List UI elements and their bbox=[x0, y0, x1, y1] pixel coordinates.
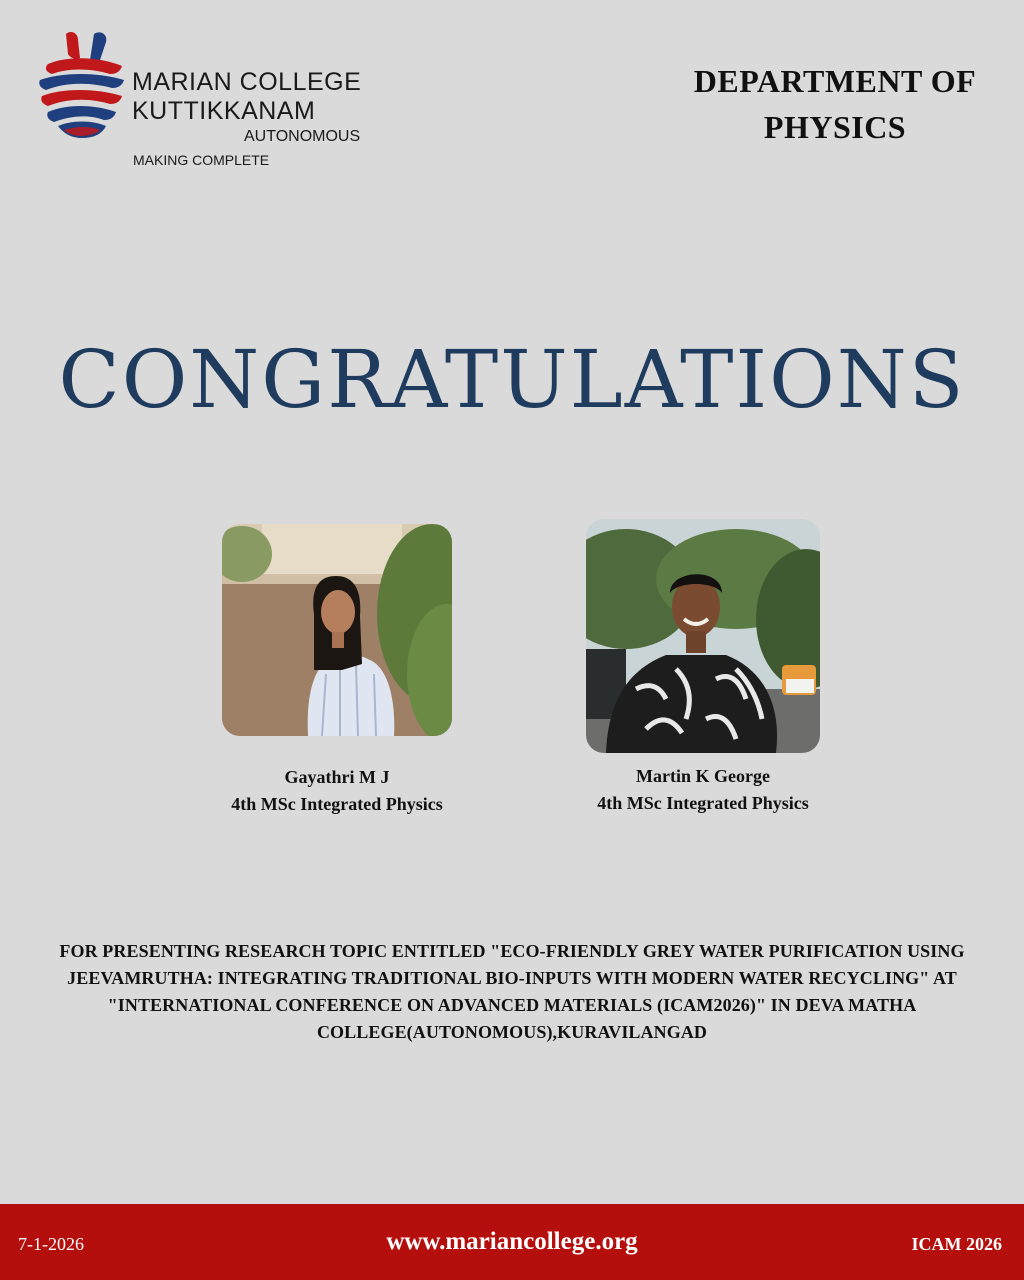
person-card-1 bbox=[222, 524, 452, 814]
logo-college-place: KUTTIKKANAM bbox=[132, 97, 316, 125]
logo-autonomous: AUTONOMOUS bbox=[244, 128, 361, 145]
person-caption-1 bbox=[192, 764, 482, 818]
person-name-1: Gayathri M J bbox=[284, 767, 390, 787]
person-photo-1 bbox=[222, 524, 452, 736]
person-card-2 bbox=[586, 519, 820, 813]
department-heading: DEPARTMENT OF PHYSICS bbox=[693, 63, 977, 145]
congratulations-title: CONGRATULATIONS bbox=[58, 333, 966, 426]
research-topic-text: FOR PRESENTING RESEARCH TOPIC ENTITLED "ECO-FRIENDLY GREY WATER PURIFICATION USING JEEVAMRUTHA: INTEGRATING TRADITIONAL BIO-INPUTS WITH MODERN WATER RECYCLING" AT "INTERNATIONAL CONFERENCE ON ADVANCED MATERIALS (ICAM2026)" IN DEVA MATHA COLLEGE(AUTONOMOUS),KURAVILANGAD bbox=[59, 941, 965, 1042]
person-name-2: Martin K George bbox=[636, 766, 770, 786]
person-program-2: 4th MSc Integrated Physics bbox=[597, 793, 809, 813]
footer-website-link[interactable]: www.mariancollege.org bbox=[386, 1228, 638, 1255]
footer-bar bbox=[0, 1204, 1024, 1280]
logo-college-name: MARIAN COLLEGE bbox=[132, 68, 362, 96]
person-photo-2-image bbox=[586, 519, 820, 753]
person-program-1: 4th MSc Integrated Physics bbox=[231, 794, 443, 814]
college-logo bbox=[36, 30, 396, 180]
person-photo-2 bbox=[586, 519, 820, 753]
logo-text bbox=[132, 68, 361, 147]
person-photo-1-image bbox=[222, 524, 452, 736]
marian-college-hand-logo-icon bbox=[36, 30, 128, 142]
logo-tagline: MAKING COMPLETE bbox=[133, 152, 270, 168]
person-caption-2 bbox=[556, 763, 850, 817]
footer-event-name: ICAM 2026 bbox=[911, 1234, 1002, 1254]
footer-date: 7-1-2026 bbox=[18, 1234, 84, 1254]
